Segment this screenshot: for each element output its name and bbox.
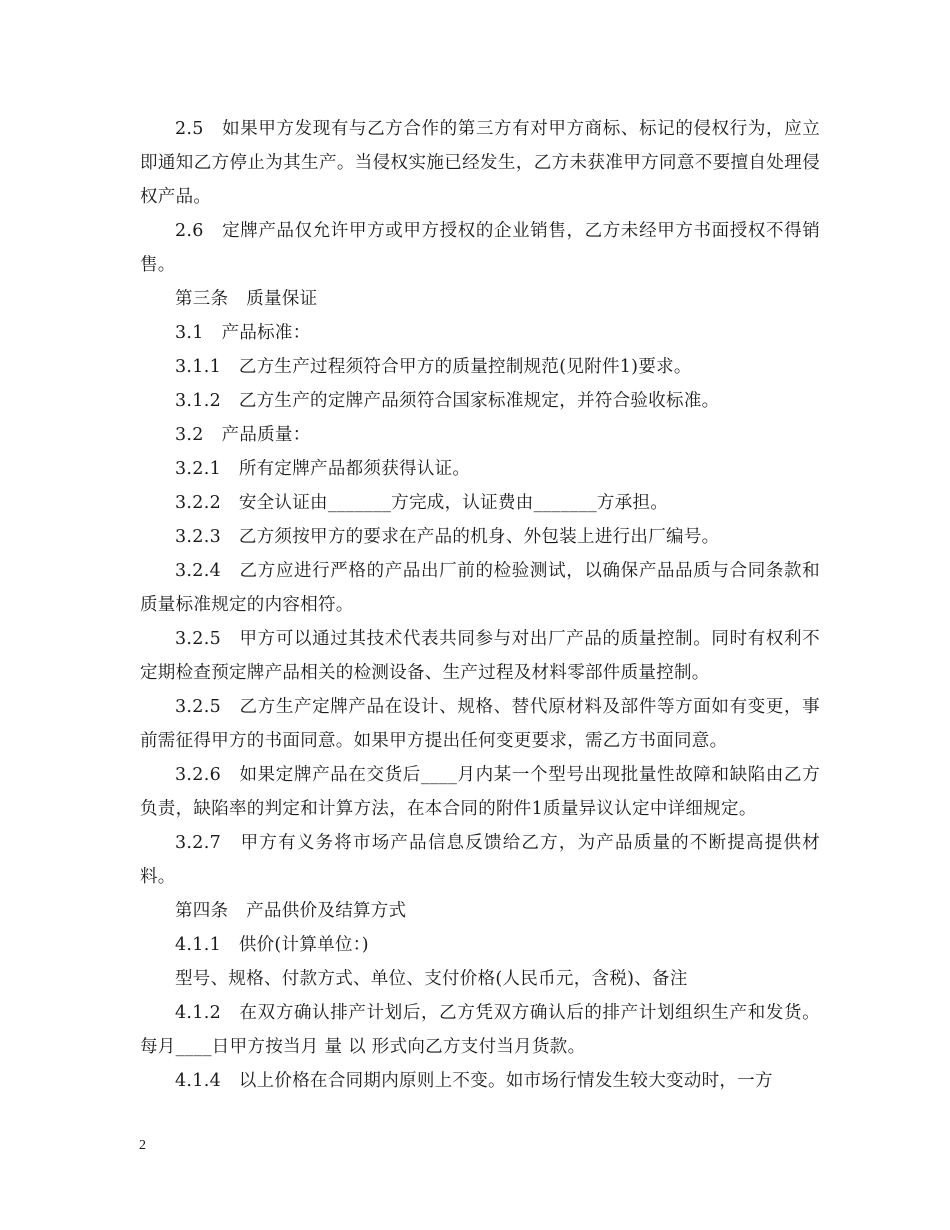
paragraph-4-1-2: 4.1.2 在双方确认排产计划后，乙方凭双方确认后的排产计划组织生产和发货。每月____日甲方按当月 量 以 形式向乙方支付当月货款。 <box>140 1003 820 1057</box>
section-heading-article-4: 第四条 产品供价及结算方式 <box>175 901 407 921</box>
document-body <box>140 112 820 1098</box>
paragraph-3-2-3: 3.2.3 乙方须按甲方的要求在产品的机身、外包装上进行出厂编号。 <box>175 527 720 547</box>
paragraph-3-2-7: 3.2.7 甲方有义务将市场产品信息反馈给乙方，为产品质量的不断提高提供材料。 <box>140 833 820 887</box>
paragraph-2-6: 2.6 定牌产品仅允许甲方或甲方授权的企业销售，乙方未经甲方书面授权不得销售。 <box>140 221 820 275</box>
paragraph-3-1: 3.1 产品标准： <box>175 323 311 343</box>
page-number: 2 <box>139 1138 146 1153</box>
price-table-columns: 型号、规格、付款方式、单位、支付价格(人民币元，含税)、备注 <box>175 969 688 989</box>
paragraph-3-1-1: 3.1.1 乙方生产过程须符合甲方的质量控制规范(见附件1)要求。 <box>175 357 692 377</box>
paragraph-3-2-5-a: 3.2.5 甲方可以通过其技术代表共同参与对出厂产品的质量控制。同时有权利不定期检查预定牌产品相关的检测设备、生产过程及材料零部件质量控制。 <box>140 629 820 683</box>
section-heading-article-3: 第三条 质量保证 <box>175 289 318 309</box>
paragraph-3-2-2: 3.2.2 安全认证由_______方完成，认证费由_______方承担。 <box>175 493 669 513</box>
paragraph-2-5: 2.5 如果甲方发现有与乙方合作的第三方有对甲方商标、标记的侵权行为，应立即通知乙方停止为其生产。当侵权实施已经发生，乙方未获准甲方同意不要擅自处理侵权产品。 <box>140 119 820 207</box>
paragraph-3-2: 3.2 产品质量： <box>175 425 311 445</box>
paragraph-3-2-6: 3.2.6 如果定牌产品在交货后____月内某一个型号出现批量性故障和缺陷由乙方负责，缺陷率的判定和计算方法，在本合同的附件1质量异议认定中详细规定。 <box>140 765 820 819</box>
paragraph-3-2-4: 3.2.4 乙方应进行严格的产品出厂前的检验测试，以确保产品品质与合同条款和质量标准规定的内容相符。 <box>140 561 820 615</box>
paragraph-3-2-1: 3.2.1 所有定牌产品都须获得认证。 <box>175 459 471 479</box>
paragraph-4-1-1: 4.1.1 供价(计算单位：) <box>175 935 369 955</box>
paragraph-4-1-4: 4.1.4 以上价格在合同期内原则上不变。如市场行情发生较大变动时，一方 <box>175 1071 773 1091</box>
paragraph-3-2-5-b: 3.2.5 乙方生产定牌产品在设计、规格、替代原材料及部件等方面如有变更，事前需征得甲方的书面同意。如果甲方提出任何变更要求，需乙方书面同意。 <box>140 697 820 751</box>
paragraph-3-1-2: 3.1.2 乙方生产的定牌产品须符合国家标准规定，并符合验收标准。 <box>175 391 720 411</box>
